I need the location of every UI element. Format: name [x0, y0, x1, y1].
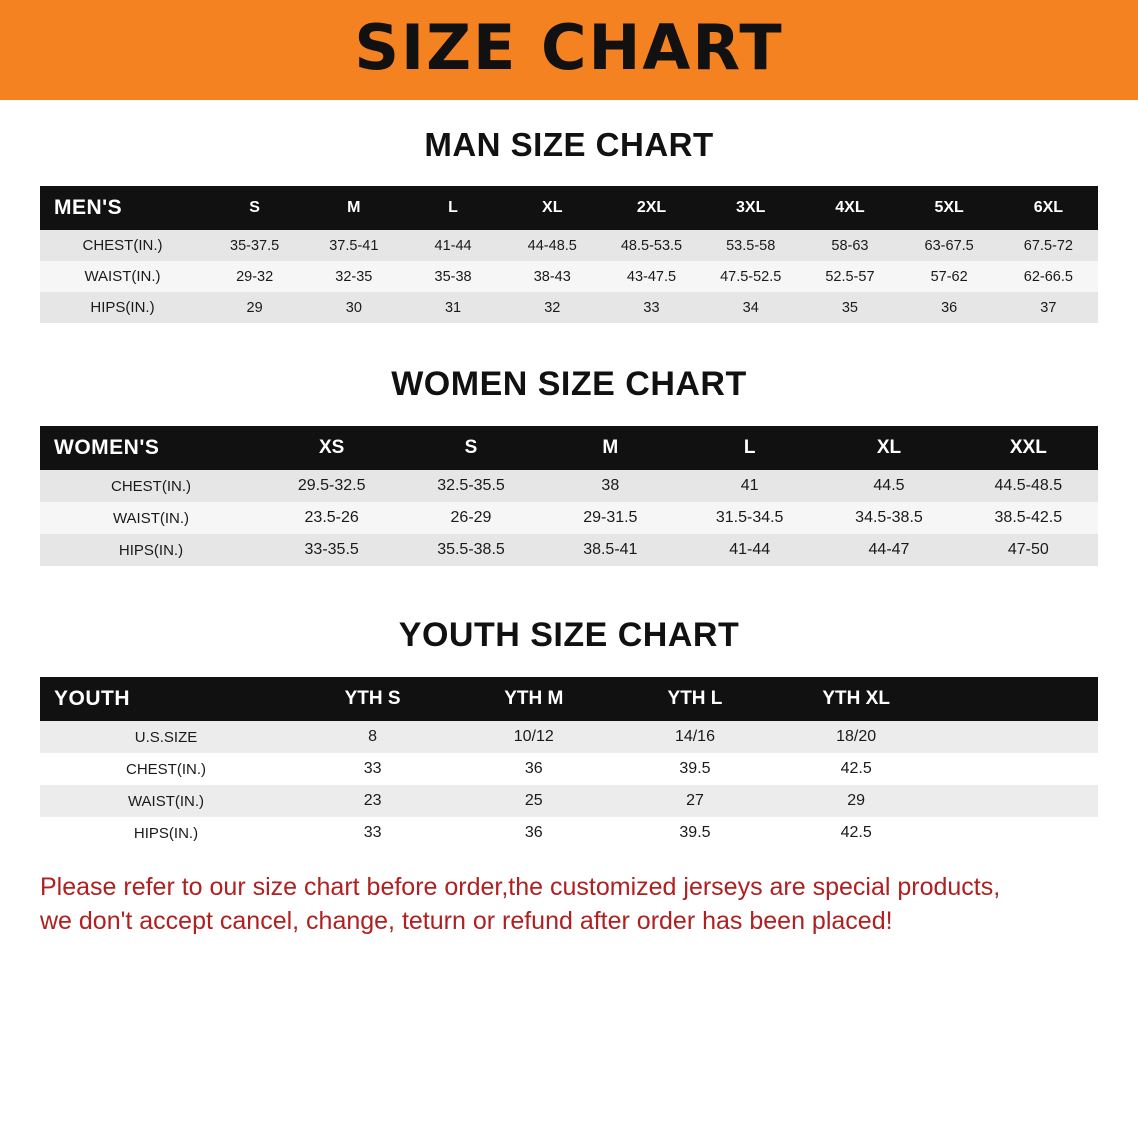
youth-cell: 27	[686, 792, 704, 809]
women-cell: 23.5-26	[304, 509, 359, 526]
youth-row-label: HIPS(IN.)	[133, 824, 199, 842]
women-cell: 41	[740, 477, 759, 494]
youth-cell: 23	[363, 792, 382, 809]
women-cell: 34.5-38.5	[855, 509, 923, 526]
women-col-header: XXL	[1009, 437, 1047, 458]
table-row	[40, 502, 1098, 534]
women-size-table	[40, 426, 1098, 566]
man-col-header: 4XL	[835, 199, 865, 216]
table-row	[40, 230, 1098, 261]
youth-cell-spacer	[937, 817, 1098, 849]
table-row	[40, 261, 1098, 292]
youth-cell: 33	[363, 760, 382, 777]
youth-cell-spacer	[937, 785, 1098, 817]
man-cell: 63-67.5	[924, 237, 974, 254]
man-size-table	[40, 186, 1098, 323]
women-cell: 44-47	[868, 541, 910, 558]
man-cell: 34	[742, 299, 759, 316]
youth-cell: 10/12	[513, 728, 554, 745]
youth-cell: 33	[363, 824, 382, 841]
women-col-header: S	[464, 437, 478, 458]
man-header-label: MEN'S	[54, 196, 123, 219]
youth-cell: 29	[847, 792, 866, 809]
youth-cell-spacer	[937, 753, 1098, 785]
table-header-row	[40, 186, 1098, 230]
women-cell: 47-50	[1007, 541, 1049, 558]
man-cell: 43-47.5	[626, 268, 677, 285]
women-table-wrap	[0, 426, 1138, 566]
man-col-header: 3XL	[736, 199, 766, 216]
youth-cell: 39.5	[679, 760, 711, 777]
youth-col-header: YTH XL	[822, 688, 890, 709]
man-cell: 48.5-53.5	[620, 237, 683, 254]
women-row-label: CHEST(IN.)	[111, 477, 191, 495]
youth-col-header: YTH M	[504, 688, 564, 709]
youth-row-label: CHEST(IN.)	[126, 760, 206, 778]
youth-cell: 8	[368, 728, 378, 745]
youth-cell: 42.5	[840, 824, 872, 841]
man-col-header: XL	[542, 199, 563, 216]
man-table-body	[40, 230, 1098, 323]
man-cell: 32	[544, 299, 561, 316]
man-cell: 52.5-57	[825, 268, 875, 285]
women-cell: 41-44	[729, 541, 771, 558]
man-section-heading: MAN SIZE CHART	[424, 126, 714, 163]
disclaimer-note	[40, 871, 1098, 939]
man-col-header: 2XL	[636, 199, 667, 216]
women-row-label: WAIST(IN.)	[112, 509, 190, 527]
man-table-wrap	[0, 186, 1138, 323]
women-cell: 32.5-35.5	[437, 477, 505, 494]
youth-table-head	[40, 677, 1098, 721]
youth-size-table	[40, 677, 1098, 849]
disclaimer-line-1: Please refer to our size chart before order,the customized jerseys are special products,	[40, 873, 1001, 901]
man-cell: 35-37.5	[230, 237, 280, 254]
table-row	[40, 292, 1098, 323]
youth-row-label: WAIST(IN.)	[127, 792, 205, 810]
women-cell: 38.5-42.5	[994, 509, 1063, 526]
man-cell: 35	[841, 299, 858, 316]
youth-cell: 18/20	[836, 728, 877, 745]
youth-table-wrap	[0, 677, 1138, 849]
man-cell: 67.5-72	[1023, 237, 1073, 254]
disclaimer-line-2: we don't accept cancel, change, teturn or refund after order has been placed!	[40, 906, 893, 935]
man-cell: 35-38	[434, 268, 472, 285]
women-header-label: WOMEN'S	[54, 436, 160, 459]
youth-col-header: YTH S	[344, 688, 401, 709]
man-cell: 38-43	[533, 268, 571, 285]
youth-cell: 39.5	[679, 824, 711, 841]
women-section-heading: WOMEN SIZE CHART	[391, 365, 747, 403]
table-row	[40, 534, 1098, 566]
table-row	[40, 470, 1098, 502]
man-cell: 57-62	[930, 268, 968, 285]
youth-table-body	[40, 721, 1098, 849]
women-cell: 29.5-32.5	[297, 477, 366, 494]
youth-cell: 36	[524, 824, 543, 841]
table-row	[40, 817, 1098, 849]
page-banner	[0, 0, 1138, 100]
women-cell: 31.5-34.5	[715, 509, 784, 526]
man-row-label: CHEST(IN.)	[82, 237, 163, 254]
man-cell: 31	[444, 299, 462, 316]
youth-section-heading: YOUTH SIZE CHART	[398, 616, 740, 654]
man-cell: 53.5-58	[726, 237, 776, 254]
youth-cell-spacer	[937, 721, 1098, 753]
youth-cell: 42.5	[840, 760, 872, 777]
youth-col-header: YTH L	[667, 688, 723, 709]
man-col-header: L	[448, 199, 458, 216]
women-cell: 44.5	[873, 477, 905, 494]
youth-row-label: U.S.SIZE	[134, 728, 198, 746]
women-cell: 26-29	[450, 509, 492, 526]
women-col-header: M	[602, 437, 619, 458]
man-cell: 62-66.5	[1023, 268, 1073, 285]
man-cell: 47.5-52.5	[720, 268, 782, 285]
women-row-label: HIPS(IN.)	[118, 541, 184, 559]
man-row-label: HIPS(IN.)	[90, 299, 155, 316]
man-cell: 32-35	[335, 268, 373, 285]
man-cell: 41-44	[434, 237, 472, 254]
man-col-header: 5XL	[934, 199, 964, 216]
table-row	[40, 785, 1098, 817]
man-col-header: 6XL	[1033, 199, 1064, 216]
man-col-header: S	[249, 199, 260, 216]
table-header-row	[40, 426, 1098, 470]
man-row-label: WAIST(IN.)	[84, 268, 161, 285]
youth-cell: 25	[524, 792, 543, 809]
table-row	[40, 721, 1098, 753]
women-col-header: L	[743, 437, 756, 458]
man-cell: 30	[345, 299, 362, 316]
man-cell: 58-63	[831, 237, 869, 254]
man-cell: 36	[941, 299, 958, 316]
man-cell: 33	[643, 299, 660, 316]
man-cell: 37.5-41	[329, 237, 379, 254]
women-cell: 38	[601, 477, 620, 494]
man-table-head	[40, 186, 1098, 230]
table-row	[40, 753, 1098, 785]
youth-col-header-spacer	[937, 677, 1098, 721]
man-col-header: M	[347, 199, 361, 216]
page-title: SIZE CHART	[354, 11, 784, 84]
women-cell: 38.5-41	[583, 541, 638, 558]
women-col-header: XS	[318, 437, 345, 458]
women-cell: 29-31.5	[583, 509, 638, 526]
man-cell: 44-48.5	[527, 237, 577, 254]
women-cell: 33-35.5	[304, 541, 359, 558]
man-cell: 29	[246, 299, 263, 316]
women-col-header: XL	[876, 437, 902, 458]
youth-header-label: YOUTH	[54, 687, 130, 710]
youth-cell: 36	[524, 760, 543, 777]
man-cell: 29-32	[236, 268, 274, 285]
women-cell: 35.5-38.5	[437, 541, 505, 558]
women-table-head	[40, 426, 1098, 470]
youth-cell: 14/16	[674, 728, 715, 745]
man-cell: 37	[1040, 299, 1057, 316]
women-table-body	[40, 470, 1098, 566]
table-header-row	[40, 677, 1098, 721]
women-cell: 44.5-48.5	[994, 477, 1063, 494]
